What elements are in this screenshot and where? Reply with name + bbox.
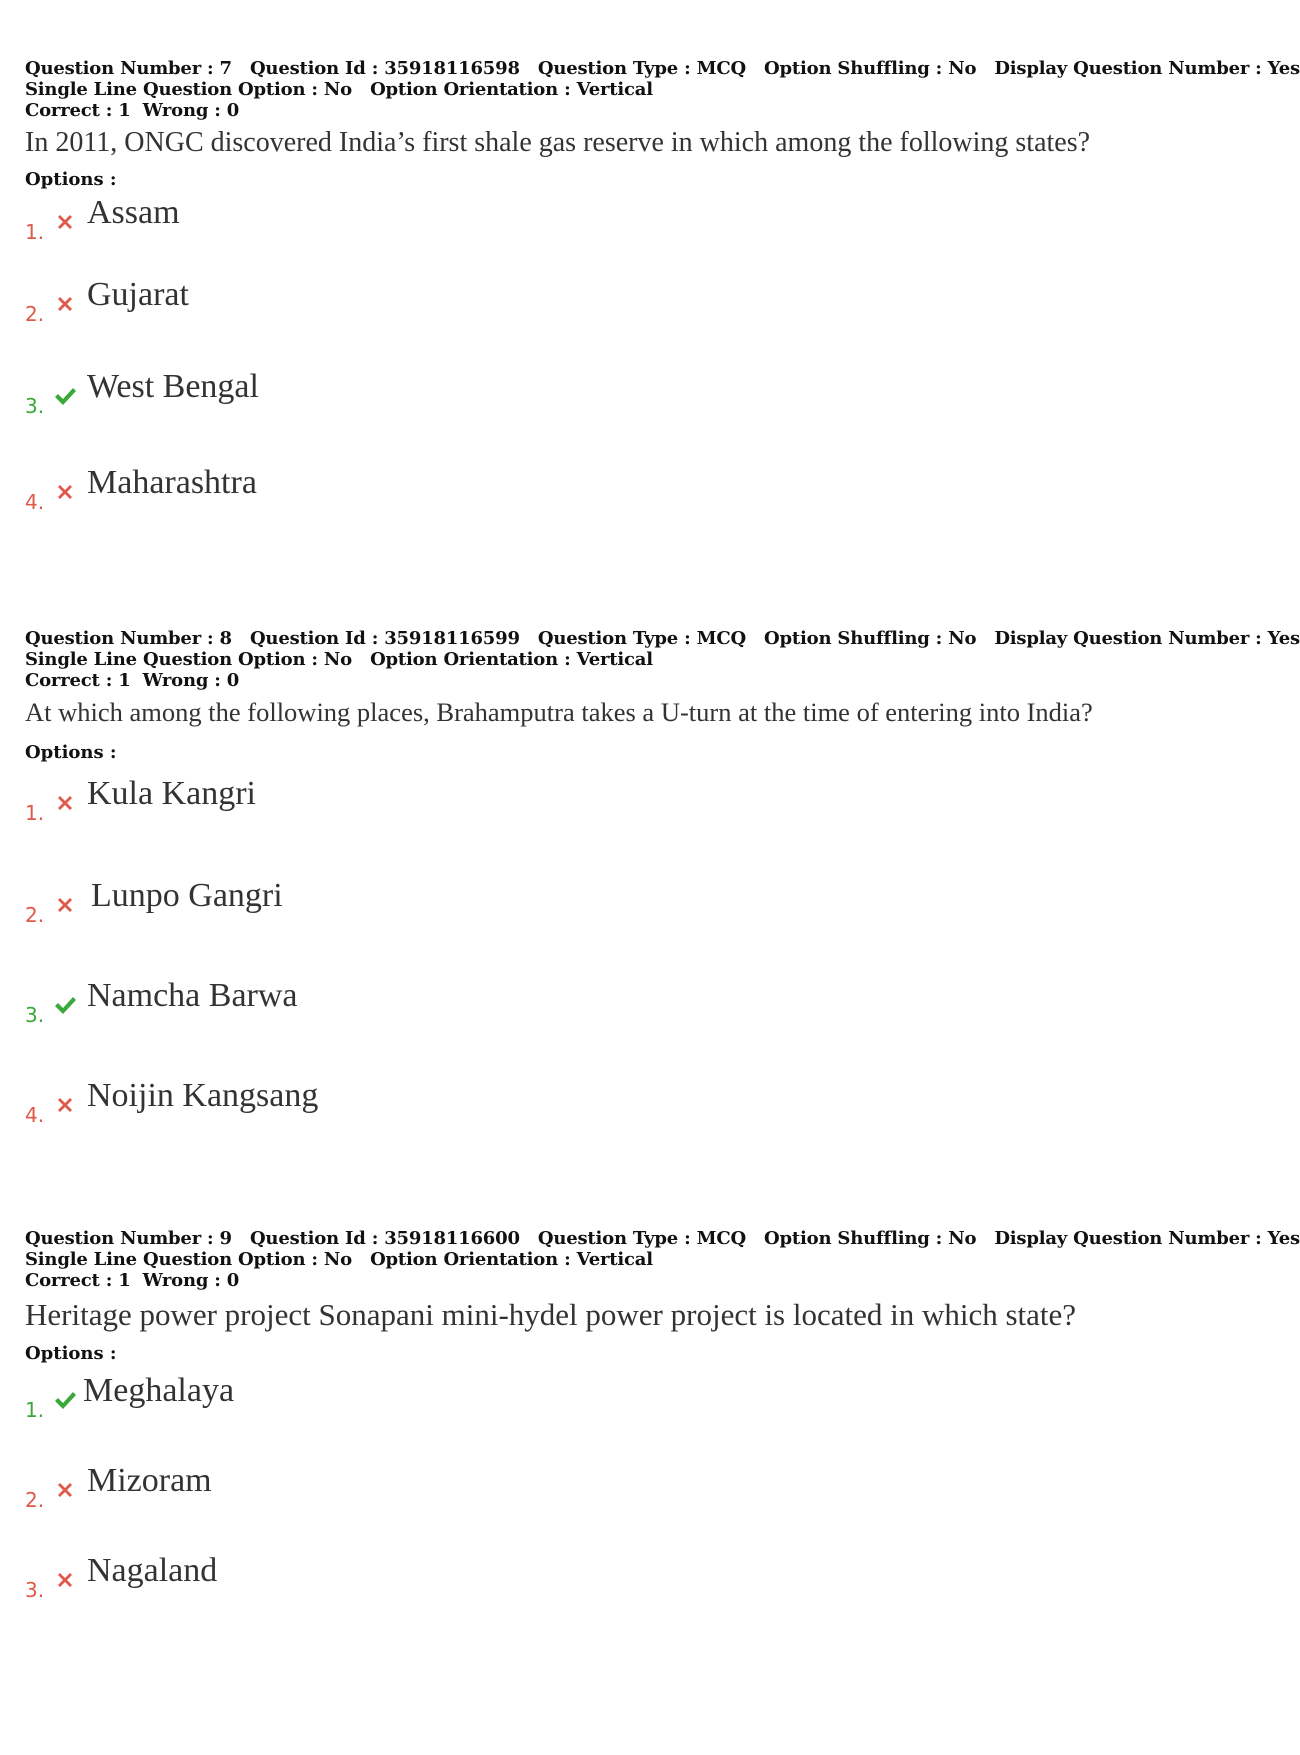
meta-single-line: Single Line Question Option : No [25,649,352,670]
option-item [25,877,825,927]
option-item [25,276,825,326]
option-item [25,194,825,244]
cross-icon [53,791,77,815]
meta-option-shuffling: Option Shuffling : No [764,58,977,79]
meta-question-id: Question Id : 35918116599 [249,628,520,649]
meta-orientation: Option Orientation : Vertical [370,649,653,670]
question-text: In 2011, ONGC discovered India’s first shale gas reserve in which among the following states? [25,127,1091,158]
meta-question-type: Question Type : MCQ [537,1228,746,1249]
meta-display-number: Display Question Number : Yes [994,58,1300,79]
question-block [25,1228,1300,1602]
cross-icon [53,1478,77,1502]
meta-marks: Correct : 1 Wrong : 0 [25,670,240,691]
option-text: Gujarat [87,276,189,313]
option-item [25,1462,825,1512]
cross-icon [53,1568,77,1592]
option-number: 4. [25,490,45,514]
option-text: Assam [87,194,180,231]
option-text: Nagaland [87,1552,218,1589]
option-text: Lunpo Gangri [91,877,283,914]
option-text: Maharashtra [87,464,257,501]
option-number: 2. [25,1488,45,1512]
option-text: Meghalaya [83,1372,235,1409]
question-meta [25,1228,1300,1291]
question-text: At which among the following places, Brahamputra takes a U-turn at the time of entering into India? [25,697,1093,727]
option-item [25,464,825,514]
question-text: Heritage power project Sonapani mini-hydel power project is located in which state? [25,1297,1077,1332]
meta-question-type: Question Type : MCQ [537,58,746,79]
question-meta [25,58,1300,121]
option-item [25,368,825,418]
check-icon [53,1388,77,1412]
cross-icon [53,1093,77,1117]
options-label: Options : [25,1343,117,1364]
question-block [25,628,1300,1127]
meta-question-number: Question Number : 8 [25,628,232,649]
option-number: 1. [25,220,45,244]
meta-question-id: Question Id : 35918116598 [249,58,520,79]
option-item [25,1077,825,1127]
check-icon [53,993,77,1017]
option-text: Kula Kangri [87,775,257,812]
cross-icon [53,210,77,234]
meta-single-line: Single Line Question Option : No [25,79,352,100]
option-number: 3. [25,1003,45,1027]
option-number: 1. [25,801,45,825]
meta-question-id: Question Id : 35918116600 [249,1228,520,1249]
meta-marks: Correct : 1 Wrong : 0 [25,100,240,121]
option-text: Mizoram [87,1462,212,1499]
meta-option-shuffling: Option Shuffling : No [764,1228,977,1249]
meta-option-shuffling: Option Shuffling : No [764,628,977,649]
meta-question-type: Question Type : MCQ [537,628,746,649]
option-item [25,977,825,1027]
options-label: Options : [25,169,117,190]
option-number: 3. [25,394,45,418]
option-number: 3. [25,1578,45,1602]
cross-icon [53,480,77,504]
option-text: Namcha Barwa [87,977,298,1014]
option-text: West Bengal [87,368,259,405]
option-item [25,1552,825,1602]
cross-icon [53,893,77,917]
question-meta [25,628,1300,691]
option-number: 2. [25,302,45,326]
option-text: Noijin Kangsang [87,1077,319,1114]
option-number: 4. [25,1103,45,1127]
option-item [25,1372,825,1422]
meta-marks: Correct : 1 Wrong : 0 [25,1270,240,1291]
meta-question-number: Question Number : 7 [25,58,232,79]
meta-question-number: Question Number : 9 [25,1228,232,1249]
option-number: 1. [25,1398,45,1422]
meta-single-line: Single Line Question Option : No [25,1249,352,1270]
options-label: Options : [25,742,117,763]
meta-orientation: Option Orientation : Vertical [370,1249,653,1270]
option-item [25,775,825,825]
check-icon [53,384,77,408]
meta-orientation: Option Orientation : Vertical [370,79,653,100]
meta-display-number: Display Question Number : Yes [994,1228,1300,1249]
cross-icon [53,292,77,316]
option-number: 2. [25,903,45,927]
question-block [25,58,1300,514]
meta-display-number: Display Question Number : Yes [994,628,1300,649]
